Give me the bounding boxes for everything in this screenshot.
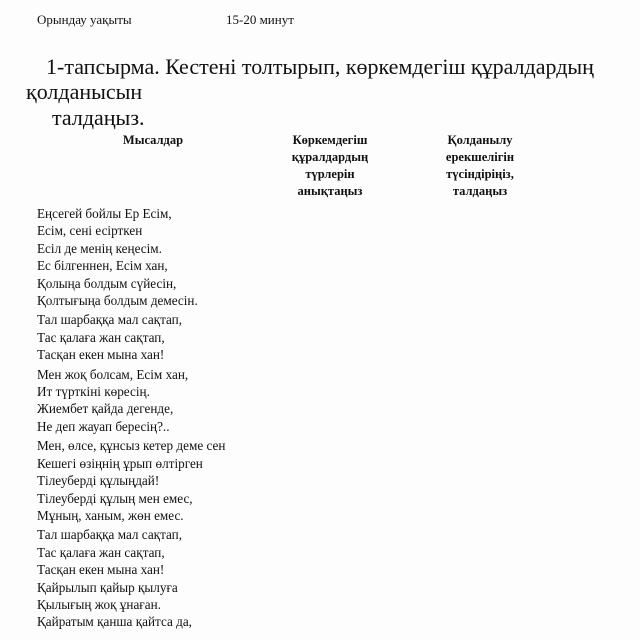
column-header-line: ерекшелігін [445,150,515,164]
task-title-line2: қолданысын [26,79,143,104]
column-header-line: құралдардың [291,150,369,164]
poem-line: Есіл де менің кеңесім. [37,240,162,256]
poem-stanza [37,437,225,524]
poem-line: Тас қалаға жан сақтап, [37,544,165,560]
column-header-line: Көркемдегіш [292,133,368,147]
poem-line: Есім, сені есірткен [37,223,143,239]
poem-line: Қайрылып қайыр қылуға [37,579,178,595]
poem-line: Мұның, ханым, жөн емес. [37,507,184,523]
poem-line: Ит түрткіні көресің. [37,384,150,400]
poem-stanza [37,366,225,436]
poem-stanza [37,311,225,363]
task-title-line1: 1-тапсырма. Кестені толтырып, көркемдегіш құралдардың [46,54,594,79]
column-header-line: талдаңыз [452,184,508,198]
task-title-line3: талдаңыз. [52,105,145,130]
poem-line: Қолтығыңа болдым демесін. [37,293,198,309]
column-header-line: анықтаңыз [297,184,363,198]
poem-stanza [37,526,225,630]
column-header-line: түсіндіріңіз, [446,167,514,181]
poem-line: Тасқан екен мына хан! [37,562,165,578]
column-header-examples: Мысалдар [122,133,184,147]
poem-line: Тал шарбаққа мал сақтап, [37,312,183,328]
poem-line: Не деп жауап бересің?.. [37,418,170,434]
time-value: 15-20 минут [226,12,294,27]
poem-examples [37,205,225,633]
poem-line: Қылығың жоқ ұнаған. [37,596,161,612]
poem-line: Қолыңа болдым сүйесін, [37,275,177,291]
poem-line: Тас қалаға жан сақтап, [37,329,165,345]
time-label: Орындау уақыты [37,12,132,27]
column-header-line: түрлерін [305,167,355,181]
poem-line: Ес білгеннен, Есім хан, [37,258,168,274]
poem-line: Жиембет қайда дегенде, [37,401,174,417]
column-header-device-types [270,132,390,200]
poem-line: Еңсегей бойлы Ер Есім, [37,206,172,221]
column-header-usage-analysis [420,132,540,200]
poem-stanza [37,205,225,309]
column-header-line: Қолданылу [447,133,513,147]
poem-line: Тілеуберді құлың мен емес, [37,490,193,506]
poem-line: Тілеуберді құлыңдай! [37,473,160,489]
poem-line: Мен, өлсе, құнсыз кетер деме сен [37,438,226,454]
poem-line: Қайратым қанша қайтса да, [37,614,192,630]
poem-line: Кешегі өзіңнің ұрып өлтірген [37,455,203,471]
poem-line: Тасқан екен мына хан! [37,347,165,363]
poem-line: Тал шарбаққа мал сақтап, [37,527,183,543]
poem-line: Мен жоқ болсам, Есім хан, [37,366,189,382]
